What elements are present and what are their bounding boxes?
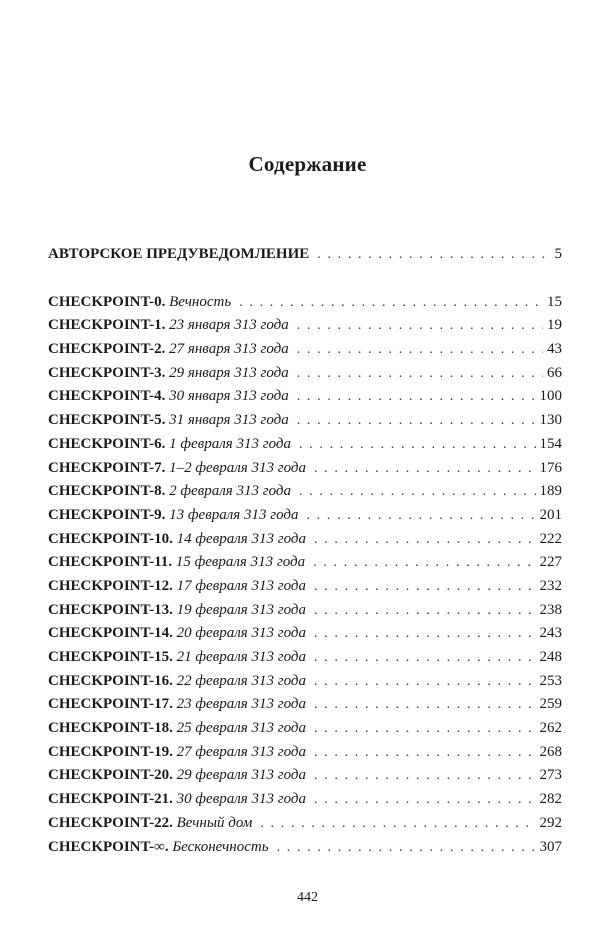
toc-entry-date: 19 февраля 313 года	[176, 601, 306, 618]
toc-entry-date: 13 февраля 313 года	[169, 506, 299, 523]
toc-entry-name: CHECKPOINT-1	[48, 317, 162, 334]
toc-entry-name: CHECKPOINT-∞	[48, 838, 165, 855]
toc-entry-row[interactable]	[48, 388, 562, 412]
toc-entry-date: 31 января 313 года	[169, 412, 289, 429]
toc-page-number: 273	[539, 767, 562, 784]
toc-dot-leader	[239, 295, 543, 311]
toc-entry-name: CHECKPOINT-17	[48, 696, 170, 713]
toc-entry-date: 30 января 313 года	[169, 388, 289, 405]
toc-entry-name: CHECKPOINT-4	[48, 388, 162, 405]
toc-entry-row[interactable]	[48, 625, 562, 649]
toc-entry-row[interactable]	[48, 839, 562, 863]
toc-entry-separator: .	[169, 696, 177, 713]
toc-entry-name: CHECKPOINT-20	[48, 767, 170, 784]
toc-entry-separator: .	[168, 554, 176, 571]
toc-entry-separator: .	[161, 317, 170, 334]
toc-entry-date: Вечность	[169, 293, 232, 310]
toc-entry-separator: .	[161, 364, 170, 381]
toc-entry-date: 23 февраля 313 года	[176, 696, 306, 713]
toc-page-number: 43	[547, 341, 562, 358]
toc-dot-leader	[314, 603, 536, 619]
toc-dot-leader	[314, 461, 536, 477]
toc-entry-row[interactable]	[48, 531, 562, 555]
toc-dot-leader	[314, 532, 536, 548]
toc-entry-row[interactable]	[48, 507, 562, 531]
toc-entry-date: 27 февраля 313 года	[176, 743, 306, 760]
toc-entry-separator: .	[161, 341, 170, 358]
toc-dot-leader	[277, 840, 536, 856]
toc-entry-separator: .	[161, 483, 170, 500]
toc-entry-date: Бесконечность	[172, 838, 269, 855]
toc-entry-name: CHECKPOINT-6	[48, 435, 162, 452]
toc-page-number: 5	[554, 246, 562, 262]
toc-page-number: 66	[547, 364, 562, 381]
page-number-footer: 442	[297, 890, 318, 905]
toc-page-number: 130	[539, 412, 562, 429]
toc-entry-separator: .	[161, 388, 170, 405]
toc-entry-separator: .	[161, 293, 170, 310]
toc-entry-separator: .	[161, 412, 170, 429]
toc-entry-date: 23 января 313 года	[169, 317, 289, 334]
toc-entry-date: 29 января 313 года	[169, 364, 289, 381]
toc-entry-row[interactable]	[48, 436, 562, 460]
toc-entry-name: CHECKPOINT-3	[48, 364, 162, 381]
toc-page-number: 100	[539, 388, 562, 405]
toc-entry-row[interactable]	[48, 649, 562, 673]
toc-entry-separator: .	[169, 814, 177, 831]
table-of-contents	[48, 246, 562, 862]
toc-entry-name: CHECKPOINT-8	[48, 483, 162, 500]
toc-entry-separator: .	[169, 767, 177, 784]
toc-page-number: 253	[539, 672, 562, 689]
toc-entry-name: CHECKPOINT-15	[48, 649, 170, 665]
toc-dot-leader	[313, 555, 535, 571]
toc-entry-date: 25 февраля 313 года	[176, 720, 306, 737]
toc-entry-name: CHECKPOINT-16	[48, 672, 170, 689]
toc-entry-name: CHECKPOINT-7	[48, 459, 162, 476]
toc-entry-separator: .	[161, 506, 170, 523]
toc-entry-date: 30 февраля 313 года	[176, 791, 306, 808]
toc-entry-separator: .	[169, 601, 177, 618]
toc-entry-row[interactable]	[48, 365, 562, 389]
toc-dot-leader	[260, 816, 535, 832]
page-title: Содержание	[248, 152, 367, 176]
toc-entry-name: CHECKPOINT-9	[48, 506, 162, 523]
toc-entry-separator: .	[169, 625, 177, 642]
toc-page-number: 307	[539, 838, 562, 855]
toc-entry-separator: .	[169, 791, 177, 808]
toc-page-number: 201	[539, 506, 562, 523]
toc-entry-row[interactable]	[48, 815, 562, 839]
toc-entries-list	[48, 294, 562, 863]
toc-entry-row[interactable]	[48, 412, 562, 436]
toc-dot-leader	[297, 389, 536, 405]
toc-entry-name: CHECKPOINT-10	[48, 530, 170, 547]
toc-page-number: 176	[539, 459, 562, 476]
toc-entry-row[interactable]	[48, 720, 562, 744]
toc-entry-separator: .	[164, 838, 173, 855]
toc-page-number: 232	[539, 577, 562, 594]
toc-entry-name: CHECKPOINT-12	[48, 577, 170, 594]
toc-entry-name: CHECKPOINT-0	[48, 293, 162, 310]
toc-dot-leader	[314, 579, 536, 595]
toc-page-number: 19	[547, 317, 562, 334]
toc-entry-date: 1 февраля 313 года	[169, 435, 291, 452]
toc-entry-name: CHECKPOINT-21	[48, 791, 170, 808]
toc-entry-name: CHECKPOINT-2	[48, 341, 162, 358]
toc-entry-date: 17 февраля 313 года	[176, 577, 306, 594]
toc-dot-leader	[314, 792, 536, 808]
toc-entry-date: 14 февраля 313 года	[176, 530, 306, 547]
toc-page-number: 243	[539, 625, 562, 642]
toc-dot-leader	[314, 745, 536, 761]
toc-entry-name: CHECKPOINT-19	[48, 743, 170, 760]
toc-dot-leader	[314, 697, 536, 713]
toc-entry-separator: .	[169, 743, 177, 760]
toc-dot-leader	[299, 437, 536, 453]
toc-dot-leader	[314, 674, 536, 690]
toc-dot-leader	[297, 366, 543, 382]
toc-page-number: 248	[539, 649, 562, 665]
toc-entry-date: 22 февраля 313 года	[176, 672, 306, 689]
toc-entry-name: CHECKPOINT-18	[48, 720, 170, 737]
toc-entry-date: 29 февраля 313 года	[176, 767, 306, 784]
toc-page-number: 189	[539, 483, 562, 500]
toc-entry-separator: .	[169, 530, 177, 547]
toc-entry-row[interactable]	[48, 767, 562, 791]
toc-entry-separator: .	[169, 649, 177, 665]
toc-entry-row[interactable]	[48, 602, 562, 626]
toc-page-number: 292	[539, 814, 562, 831]
toc-entry-separator: .	[161, 459, 170, 476]
toc-entry-date: Вечный дом	[176, 814, 253, 831]
toc-entry-date: 15 февраля 313 года	[175, 554, 306, 571]
toc-page-number: 238	[539, 601, 562, 618]
toc-page-number: 268	[539, 743, 562, 760]
toc-preface-row[interactable]	[48, 246, 562, 270]
toc-entry-row[interactable]	[48, 317, 562, 341]
toc-entry-name: CHECKPOINT-11	[48, 554, 169, 571]
toc-entry-separator: .	[161, 435, 170, 452]
toc-dot-leader	[314, 626, 536, 642]
toc-dot-leader	[297, 318, 543, 334]
toc-page-number: 227	[539, 554, 562, 571]
toc-page-number: 15	[547, 293, 562, 310]
toc-dot-leader	[297, 342, 543, 358]
toc-entry-row[interactable]	[48, 744, 562, 768]
toc-dot-leader	[314, 721, 536, 737]
toc-entry-date: 1–2 февраля 313 года	[169, 459, 306, 476]
toc-entry-row[interactable]	[48, 460, 562, 484]
toc-entry-date: 21 февраля 313 года	[176, 649, 306, 665]
toc-entry-name: CHECKPOINT-13	[48, 601, 170, 618]
toc-dot-leader	[299, 484, 536, 500]
toc-entry-separator: .	[169, 577, 177, 594]
toc-dot-leader	[314, 768, 536, 784]
toc-page-number: 154	[539, 435, 562, 452]
toc-entry-date: 20 февраля 313 года	[176, 625, 306, 642]
toc-entry-row[interactable]	[48, 554, 562, 578]
toc-page-number: 259	[539, 696, 562, 713]
toc-entry-row[interactable]	[48, 294, 562, 318]
toc-page-number: 262	[539, 720, 562, 737]
toc-entry-date: 27 января 313 года	[169, 341, 289, 358]
toc-dot-leader	[306, 508, 535, 524]
toc-entry-date: 2 февраля 313 года	[169, 483, 291, 500]
toc-entry-row[interactable]	[48, 578, 562, 602]
toc-entry-row[interactable]	[48, 673, 562, 697]
toc-page-number: 282	[539, 791, 562, 808]
toc-dot-leader	[297, 413, 536, 429]
toc-dot-leader	[314, 650, 536, 666]
toc-entry-separator: .	[169, 720, 177, 737]
toc-entry-row[interactable]	[48, 791, 562, 815]
toc-entry-row[interactable]	[48, 696, 562, 720]
toc-page-number: 222	[539, 530, 562, 547]
toc-preface-label: АВТОРСКОЕ ПРЕДУВЕДОМЛЕНИЕ	[48, 246, 310, 262]
toc-entry-name: CHECKPOINT-14	[48, 625, 170, 642]
toc-entry-name: CHECKPOINT-22	[48, 814, 170, 831]
toc-entry-name: CHECKPOINT-5	[48, 412, 162, 429]
toc-entry-row[interactable]	[48, 483, 562, 507]
toc-dot-leader	[317, 247, 550, 263]
toc-entry-row[interactable]	[48, 341, 562, 365]
toc-entry-separator: .	[169, 672, 177, 689]
